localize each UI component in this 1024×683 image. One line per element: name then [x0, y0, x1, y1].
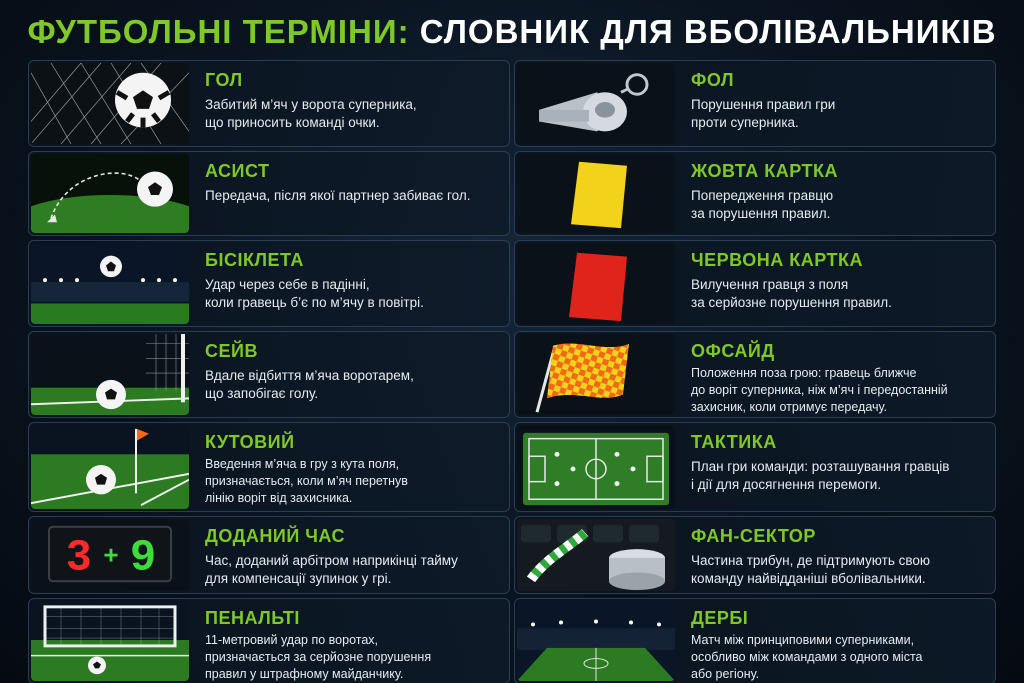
term-definition: Попередження гравцю за порушення правил. [691, 188, 834, 221]
yellow-card-icon [517, 154, 675, 233]
offside-flag-icon [517, 334, 675, 415]
term-card-foul [514, 60, 996, 147]
term-card-fan-sector [514, 516, 996, 594]
term-definition: Час, доданий арбітром наприкінці тайму для компенсації зупинок у грі. [205, 553, 458, 586]
term-card-corner [28, 422, 510, 512]
title-part-1: ФУТБОЛЬНІ ТЕРМІНИ: [27, 13, 410, 50]
term-title: ПЕНАЛЬТІ [205, 608, 300, 628]
term-card-yellow-card [514, 151, 996, 236]
term-title: ТАКТИКА [691, 432, 777, 452]
board-plus: + [103, 542, 119, 570]
added-time-board-icon [31, 519, 189, 591]
term-card-red-card [514, 240, 996, 327]
stadium-ball-air-icon [31, 243, 189, 324]
term-card-goal [28, 60, 510, 147]
term-card-save [28, 331, 510, 418]
term-card-assist [28, 151, 510, 236]
term-title: ОФСАЙД [691, 341, 775, 361]
term-definition: Введення м’яча в гру з кута поля, призначається, коли м’яч перетнув лінію воріт від захисника. [205, 457, 408, 505]
term-card-added-time [28, 516, 510, 594]
red-card-icon [517, 243, 675, 324]
term-title: ГОЛ [205, 70, 243, 90]
term-card-derby [514, 598, 996, 683]
term-definition: Матч між принциповими суперниками, особливо між командами з одного міста або регіону. [691, 633, 923, 681]
goal-net-ball-icon [31, 63, 189, 144]
term-card-offside [514, 331, 996, 418]
term-definition: Вдале відбиття м’яча воротарем, що запобігає голу. [205, 368, 414, 401]
board-right-digit: 9 [130, 532, 156, 580]
term-title: АСИСТ [205, 161, 270, 181]
term-title: ДОДАНИЙ ЧАС [205, 526, 345, 546]
term-title: СЕЙВ [205, 341, 258, 361]
term-title: КУТОВИЙ [205, 432, 295, 452]
term-definition: Удар через себе в падінні, коли гравець б’є по м’ячу в повітрі. [205, 277, 424, 310]
term-definition: Частина трибун, де підтримують свою команду найвідданіші вболівальники. [691, 553, 931, 586]
title-part-2: СЛОВНИК ДЛЯ ВБОЛІВАЛЬНИКІВ [419, 13, 997, 50]
term-title: ЖОВТА КАРТКА [691, 161, 838, 181]
fan-scarf-drum-icon [517, 519, 675, 591]
term-card-bicycle-kick [28, 240, 510, 327]
board-left-digit: 3 [66, 532, 92, 580]
term-title: ФОЛ [691, 70, 735, 90]
assist-pass-icon [31, 154, 189, 233]
term-title: ФАН-СЕКТОР [691, 526, 816, 546]
term-definition: Положення поза грою: гравець ближче до воріт суперника, ніж м’яч і передостанній захисник, коли отримує передачу. [691, 366, 948, 414]
term-definition: Вилучення гравця з поля за серйозне порушення правил. [691, 277, 892, 310]
stadium-night-icon [517, 601, 675, 681]
goalpost-ball-icon [31, 334, 189, 415]
page-title [0, 8, 1024, 56]
term-definition: Передача, після якої партнер забиває гол. [205, 188, 471, 203]
whistle-icon [517, 63, 675, 144]
term-title: БІСІКЛЕТА [205, 250, 304, 270]
term-card-tactics [514, 422, 996, 512]
term-definition: План гри команди: розташування гравців і дії для досягнення перемоги. [691, 459, 950, 492]
term-title: ЧЕРВОНА КАРТКА [691, 250, 863, 270]
term-definition: Порушення правил гри проти суперника. [691, 97, 836, 130]
penalty-goal-icon [31, 601, 189, 681]
corner-flag-icon [31, 425, 189, 509]
term-definition: Забитий м’яч у ворота суперника, що приносить команді очки. [205, 97, 417, 130]
term-card-penalty [28, 598, 510, 683]
term-definition: 11-метровий удар по воротах, призначається за серйозне порушення правил у штрафному майданчику. [205, 633, 432, 681]
term-title: ДЕРБІ [691, 608, 749, 628]
tactics-board-icon [517, 425, 675, 509]
